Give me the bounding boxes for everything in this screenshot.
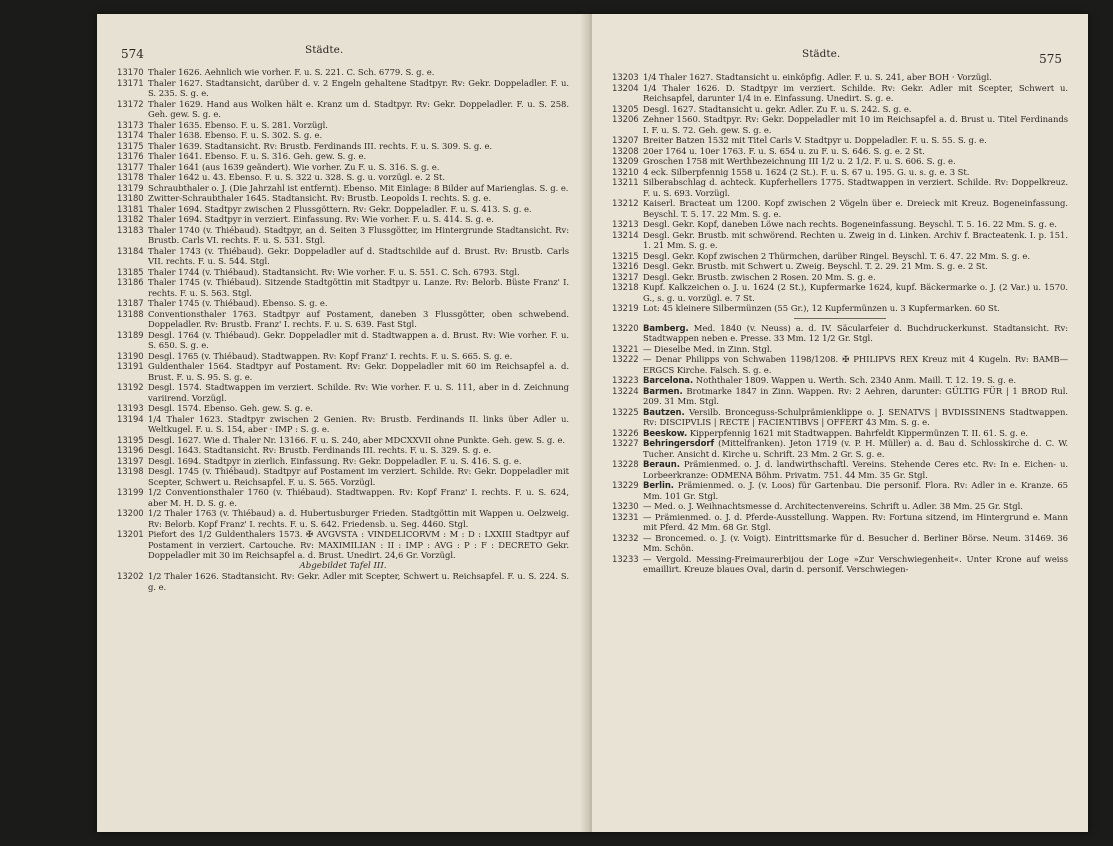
- catalogue-entry: [117, 277, 569, 298]
- lot-description: Zwitter-Schraubthaler 1645. Stadtansicht. Rv: Brustb. Leopolds I. rechts. S. g. e.: [148, 193, 491, 203]
- lot-description: Desgl. 1694. Stadtpyr in zierlich. Einfassung. Rv: Gekr. Doppeladler. F. u. S. 416. S. g. e.: [148, 455, 522, 466]
- catalogue-entry: [612, 459, 1068, 480]
- lot-number: 13171: [117, 77, 144, 88]
- lot-description: Desgl. 1574. Stadtwappen im verziert. Schilde. Rv: Wie vorher. F. u. S. 111, aber in d. Zeichnung variirend. Vorzügl.: [148, 382, 569, 403]
- catalogue-entry: [612, 272, 1068, 283]
- city-name: Berlin.: [643, 480, 674, 490]
- lot-number: 13205: [612, 103, 639, 114]
- catalogue-entries: [117, 67, 569, 592]
- catalogue-entry: [117, 456, 569, 467]
- lot-number: 13184: [117, 245, 144, 256]
- catalogue-entry: [612, 323, 1068, 344]
- lot-description: Desgl. Gekr. Brustb. mit schwörend. Rechten u. Zweig in d. Linken. Archiv f. Bracteatenk. I. p. 151. 1. 21 Mm. S. g. e.: [643, 229, 1068, 250]
- lot-description: Kipperpfennig 1621 mit Stadtwappen. Bahrfeldt Kippermünzen T. II. 61. S. g. e.: [689, 427, 1029, 438]
- lot-description: Thaler 1638. Ebenso. F. u. S. 302. S. g. e.: [148, 130, 323, 140]
- lot-description: Thaler 1745 (v. Thiébaud). Ebenso. S. g. e.: [148, 298, 328, 308]
- catalogue-entry: [612, 375, 1068, 386]
- lot-number: 13225: [612, 406, 639, 417]
- catalogue-entry: [117, 204, 569, 215]
- lot-description: Schraubthaler o. J. (Die Jahrzahl ist entfernt). Ebenso. Mit Einlage: 8 Bilder auf Marienglas. S. g. e.: [148, 182, 569, 193]
- city-name: Bamberg.: [643, 322, 689, 333]
- book-spread: [97, 14, 1088, 832]
- catalogue-entry: [117, 120, 569, 131]
- lot-number: 13195: [117, 434, 144, 445]
- lot-description: Thaler 1740 (v. Thiébaud). Stadtpyr, an d. Seiten 3 Flussgötter, im Hintergrunde Stadtansicht. Rv: Brustb. Carls VI. rechts. F. u. S. 531. Stgl.: [148, 224, 569, 245]
- lot-number: 13199: [117, 487, 144, 497]
- lot-description: Thaler 1745 (v. Thiébaud). Sitzende Stadtgöttin mit Stadtpyr u. Lanze. Rv: Belorb. Büste Franz' I. rechts. F. u. S. 563. Stgl.: [148, 277, 569, 298]
- catalogue-entry: [117, 351, 569, 362]
- lot-description: Desgl. Gekr. Kopf zwischen 2 Thürmchen, darüber Ringel. Beyschl. T. 6. 47. 22 Mm. S. g. e.: [643, 250, 1030, 261]
- lot-number: 13200: [117, 508, 144, 518]
- lot-description: Thaler 1744 (v. Thiébaud). Stadtansicht. Rv: Wie vorher. F. u. S. 551. C. Sch. 6793. Stgl.: [148, 266, 520, 277]
- lot-number: 13207: [612, 135, 639, 145]
- lot-description: Breiter Batzen 1532 mit Titel Carls V. Stadtpyr u. Doppeladler. F. u. S. 55. S. g. e.: [643, 135, 987, 145]
- catalogue-entry: [117, 183, 569, 194]
- lot-description: — Med. o. J. Weihnachtsmesse d. Architectenvereins. Schrift u. Adler. 38 Mm. 25 Gr. Stgl.: [643, 501, 1023, 511]
- lot-number: 13185: [117, 266, 144, 277]
- lot-number: 13198: [117, 466, 144, 476]
- catalogue-entry: [612, 146, 1068, 157]
- lot-description: Desgl. 1745 (v. Thiébaud). Stadtpyr auf Postament im verziert. Schilde. Rv: Gekr. Doppeladler mit Scepter, Schwert u. Reichsapfel. F. u. S. 565. Vorzügl.: [148, 466, 569, 487]
- right-page: [592, 14, 1088, 832]
- plate-reference: Abgebildet Tafel III.: [299, 560, 387, 571]
- catalogue-entry: [117, 487, 569, 508]
- catalogue-entry: [117, 172, 569, 183]
- catalogue-entry: [612, 230, 1068, 251]
- lot-description: Desgl. 1627. Stadtansicht u. gekr. Adler. Zu F. u. S. 242. S. g. e.: [643, 103, 912, 114]
- lot-description: Desgl. Gekr. Kopf, daneben Löwe nach rechts. Bogeneinfassung. Beyschl. T. 5. 16. 22 Mm. S. g. e.: [643, 219, 1057, 229]
- catalogue-entry: [612, 83, 1068, 104]
- catalogue-entry: [117, 67, 569, 78]
- lot-number: 13219: [612, 303, 639, 313]
- lot-description: Thaler 1641 (aus 1639 geändert). Wie vorher. Zu F. u. S. 316. S. g. e.: [148, 161, 440, 172]
- lot-number: 13228: [612, 459, 639, 469]
- catalogue-entry: [612, 480, 1068, 501]
- catalogue-entries: [612, 72, 1068, 575]
- lot-description: Conventionsthaler 1763. Stadtpyr auf Postament, daneben 3 Flussgötter, oben schwebend. Doppeladler. Rv: Brustb. Franz' I. rechts. F. u. S. 639. Fast Stgl.: [148, 308, 569, 329]
- lot-number: 13194: [117, 413, 144, 424]
- catalogue-entry: [612, 167, 1068, 178]
- lot-description: 4 eck. Silberpfennig 1558 u. 1624 (2 St.). F. u. S. 67 u. 195. G. u. s. g. e. 3 St.: [643, 166, 970, 177]
- catalogue-entry: [612, 177, 1068, 198]
- lot-description: Silberabschlag d. achteck. Kupferhellers 1775. Stadtwappen in verziert. Schilde. Rv: Doppelkreuz. F. u. S. 693. Vorzügl.: [643, 177, 1068, 198]
- catalogue-entry: [117, 403, 569, 414]
- city-name: Beraun.: [643, 459, 680, 469]
- catalogue-entry: [612, 354, 1068, 375]
- lot-number: 13230: [612, 501, 639, 511]
- lot-number: 13201: [117, 529, 144, 539]
- lot-description: Noththaler 1809. Wappen u. Werth. Sch. 2340 Anm. Maill. T. 12. 19. S. g. e.: [695, 375, 1016, 385]
- lot-number: 13224: [612, 385, 639, 396]
- lot-description: Lot: 45 kleinere Silbermünzen (55 Gr.), 12 Kupfermünzen u. 3 Kupfermarken. 60 St.: [643, 303, 1000, 313]
- catalogue-entry: [117, 414, 569, 435]
- lot-description: Groschen 1758 mit Werthbezeichnung III 1/2 u. 2 1/2. F. u. S. 606. S. g. e.: [643, 156, 956, 166]
- running-head: Städte.: [305, 44, 344, 56]
- lot-description: Thaler 1694. Stadtpyr in verziert. Einfassung. Rv: Wie vorher. F. u. S. 414. S. g. e.: [148, 214, 494, 224]
- catalogue-entry: [117, 162, 569, 173]
- catalogue-entry: [117, 298, 569, 309]
- lot-description: Guldenthaler 1564. Stadtpyr auf Postament. Rv: Gekr. Doppeladler mit 60 im Reichsapfel a. d. Brust. F. u. S. 95. S. g. e.: [148, 361, 569, 382]
- lot-number: 13226: [612, 427, 639, 438]
- lot-description: Desgl. 1574. Ebenso. Geh. gew. S. g. e.: [148, 403, 313, 413]
- catalogue-entry: [117, 382, 569, 403]
- lot-description: Prämienmed. o. J. (v. Loos) für Gartenbau. Die personif. Flora. Rv: Adler in e. Kranze. 65 Mm. 101 Gr. Stgl.: [643, 480, 1068, 501]
- lot-number: 13232: [612, 532, 639, 543]
- lot-description: Thaler 1627. Stadtansicht, darüber d. v. 2 Engeln gehaltene Stadtpyr. Rv: Gekr. Doppeladler. F. u. S. 235. S. g. e.: [148, 77, 569, 98]
- catalogue-entry: [612, 219, 1068, 230]
- catalogue-entry: [612, 344, 1068, 355]
- catalogue-entry: [612, 554, 1068, 575]
- lot-number: 13214: [612, 229, 639, 240]
- catalogue-entry: [117, 508, 569, 529]
- catalogue-entry: [612, 282, 1068, 303]
- lot-description: Desgl. 1764 (v. Thiébaud). Gekr. Doppeladler mit d. Stadtwappen a. d. Brust. Rv: Wie vorher. F. u. S. 650. S. g. e.: [148, 329, 569, 350]
- catalogue-entry: [117, 151, 569, 162]
- lot-number: 13203: [612, 72, 639, 82]
- lot-description: Kaiserl. Bracteat um 1200. Kopf zwischen 2 Vögeln über e. Dreieck mit Kreuz. Bogeneinfassung. Beyschl. T. 5. 17. 22 Mm. S. g. e.: [643, 198, 1068, 219]
- lot-number: 13193: [117, 403, 144, 413]
- lot-number: 13231: [612, 511, 639, 522]
- catalogue-entry: [612, 251, 1068, 262]
- lot-description: 1/2 Thaler 1763 (v. Thiébaud) a. d. Hubertusburger Frieden. Stadtgöttin mit Wappen u. Oelzweig. Rv: Belorb. Kopf Franz' I. rechts. F. u. S. 642. Friedensb. u. Seg. 4460. Stgl.: [148, 508, 569, 529]
- city-name: Behringersdorf: [643, 438, 715, 448]
- lot-description: Prämienmed. o. J. d. landwirthschaftl. Vereins. Stehende Ceres etc. Rv: In e. Eichen- u. Lorbeerkranze: ODMENA Böhm. Privatm. 751. 44 Mm. 35 Gr. Stgl.: [643, 459, 1069, 480]
- lot-number: 13188: [117, 308, 144, 319]
- lot-number: 13229: [612, 480, 639, 490]
- lot-description: Desgl. 1643. Stadtansicht. Rv: Brustb. Ferdinands III. rechts. F. u. S. 329. S. g. e.: [148, 445, 492, 455]
- lot-number: 13209: [612, 156, 639, 166]
- catalogue-entry: [612, 261, 1068, 272]
- catalogue-entry: [612, 386, 1068, 407]
- lot-number: 13174: [117, 130, 144, 140]
- lot-description: Thaler 1639. Stadtansicht. Rv: Brustb. Ferdinands III. rechts. F. u. S. 309. S. g. e.: [148, 140, 493, 151]
- lot-description: Thaler 1694. Stadtpyr zwischen 2 Flussgöttern. Rv: Gekr. Doppeladler. F. u. S. 413. S. g. e.: [148, 203, 532, 214]
- catalogue-entry: [612, 114, 1068, 135]
- lot-description: Med. 1840 (v. Neuss) a. d. IV. Säcularfeier d. Buchdruckerkunst. Stadtansicht. Rv: Stadtwappen neben e. Presse. 33 Mm. 12 1/2 Gr. Stgl.: [643, 322, 1068, 343]
- lot-number: 13213: [612, 219, 639, 229]
- lot-number: 13222: [612, 354, 639, 364]
- catalogue-entry: [117, 330, 569, 351]
- lot-number: 13220: [612, 322, 639, 333]
- catalogue-entry: [117, 193, 569, 204]
- catalogue-entry: [117, 99, 569, 120]
- lot-number: 13175: [117, 140, 144, 151]
- catalogue-entry: [117, 267, 569, 278]
- catalogue-entry: [117, 225, 569, 246]
- catalogue-entry: [117, 246, 569, 267]
- lot-number: 13178: [117, 172, 144, 182]
- lot-number: 13211: [612, 177, 639, 187]
- lot-number: 13192: [117, 382, 144, 392]
- lot-number: 13218: [612, 282, 639, 292]
- lot-number: 13183: [117, 224, 144, 235]
- lot-number: 13208: [612, 145, 639, 156]
- left-page: [97, 14, 588, 832]
- lot-description: Desgl. 1627. Wie d. Thaler Nr. 13166. F. u. S. 240, aber MDCXXVII ohne Punkte. Geh. gew. S. g. e.: [148, 434, 566, 445]
- page-number: 574: [121, 47, 144, 61]
- lot-number: 13210: [612, 166, 639, 177]
- city-name: Beeskow.: [643, 427, 688, 438]
- catalogue-entry: [612, 156, 1068, 167]
- lot-number: 13190: [117, 350, 144, 361]
- lot-number: 13212: [612, 198, 639, 208]
- catalogue-entry: [117, 309, 569, 330]
- lot-description: 1/2 Thaler 1626. Stadtansicht. Rv: Gekr. Adler mit Scepter, Schwert u. Reichsapfel. F. u. S. 224. S. g. e.: [148, 571, 569, 592]
- lot-number: 13227: [612, 438, 639, 448]
- lot-number: 13204: [612, 82, 639, 93]
- lot-description: 1/2 Conventionsthaler 1760 (v. Thiébaud). Stadtwappen. Rv: Kopf Franz' I. rechts. F. u. S. 624, aber M. H. D. S. g. e.: [148, 487, 569, 508]
- catalogue-entry: [117, 466, 569, 487]
- lot-number: 13217: [612, 271, 639, 282]
- lot-description: Thaler 1629. Hand aus Wolken hält e. Kranz um d. Stadtpyr. Rv: Gekr. Doppeladler. F. u. S. 258. Geh. gew. S. g. e.: [148, 98, 569, 119]
- city-name: Bautzen.: [643, 406, 685, 417]
- catalogue-entry: [612, 512, 1068, 533]
- lot-description: Versilb. Broncеguss-Schulprämienklippe o. J. SENATVS | BVDISSINENS Stadtwappen. Rv: DISCIPVLIS | RECTE | FACIENTIBVS | OFFERT 43 Mm. S. g. e.: [643, 406, 1068, 427]
- catalogue-entry: [117, 78, 569, 99]
- lot-number: 13180: [117, 193, 144, 203]
- running-head: Städte.: [802, 48, 841, 60]
- lot-description: — Vergold. Messing-Freimaurerbijou der Loge »Zur Verschwiegenheit«. Unter Krone auf weiss emaillirt. Kreuze blaues Oval, darin d. personif. Verschwiegen-: [643, 553, 1068, 574]
- catalogue-entry: [117, 130, 569, 141]
- lot-number: 13215: [612, 250, 639, 261]
- lot-number: 13172: [117, 98, 144, 109]
- lot-number: 13189: [117, 329, 144, 340]
- lot-number: 13216: [612, 261, 639, 271]
- lot-description: Thaler 1635. Ebenso. F. u. S. 281. Vorzügl.: [148, 119, 328, 130]
- lot-number: 13170: [117, 67, 144, 77]
- lot-description: Desgl. 1765 (v. Thiébaud). Stadtwappen. Rv: Kopf Franz' I. rechts. F. u. S. 665. S. g. e.: [148, 350, 513, 361]
- catalogue-entry: [117, 529, 569, 561]
- lot-description: Brotmarke 1847 in Zinn. Wappen. Rv: 2 Aehren, darunter: GÜLTIG FÜR | 1 BROD Rul. 209. 31 Mm. Stgl.: [643, 385, 1068, 406]
- lot-number: 13196: [117, 445, 144, 455]
- catalogue-entry: [117, 214, 569, 225]
- lot-number: 13187: [117, 298, 144, 308]
- catalogue-entry: [612, 407, 1068, 428]
- lot-description: Thaler 1626. Aehnlich wie vorher. F. u. S. 221. C. Sch. 6779. S. g. e.: [148, 67, 435, 77]
- catalogue-entry: [612, 438, 1068, 459]
- lot-description: Desgl. Gekr. Brustb. zwischen 2 Rosen. 20 Mm. S. g. e.: [643, 271, 876, 282]
- lot-number: 13186: [117, 277, 144, 287]
- city-name: Barcelona.: [643, 375, 694, 385]
- catalogue-entry: [117, 435, 569, 446]
- lot-description: Thaler 1641. Ebenso. F. u. S. 316. Geh. gew. S. g. e.: [148, 151, 367, 161]
- lot-description: 1/4 Thaler 1623. Stadtpyr zwischen 2 Genien. Rv: Brustb. Ferdinands II. links über Adler u. Weltkugel. F. u. S. 154, aber · IMP : S. g. e.: [148, 413, 569, 434]
- lot-description: Thaler 1743 (v. Thiébaud). Gekr. Doppeladler auf d. Stadtschilde auf d. Brust. Rv: Brustb. Carls VII. rechts. F. u. S. 544. Stgl.: [148, 245, 569, 266]
- lot-number: 13206: [612, 114, 639, 124]
- lot-number: 13176: [117, 151, 144, 161]
- lot-number: 13197: [117, 455, 144, 466]
- catalogue-entry: [117, 361, 569, 382]
- lot-number: 13191: [117, 361, 144, 371]
- lot-description: 1/4 Thaler 1627. Stadtansicht u. einköpfig. Adler. F. u. S. 241, aber BOH · Vorzügl.: [643, 72, 992, 82]
- lot-number: 13177: [117, 161, 144, 172]
- lot-number: 13173: [117, 119, 144, 130]
- lot-description: — Dieselbe Med. in Zinn. Stgl.: [643, 343, 773, 354]
- lot-number: 13233: [612, 553, 639, 564]
- catalogue-entry: [117, 571, 569, 592]
- catalogue-entry: [612, 72, 1068, 83]
- catalogue-entry: [612, 135, 1068, 146]
- lot-description: 1/4 Thaler 1626. D. Stadtpyr im verziert. Schilde. Rv: Gekr. Adler mit Scepter, Schwert u. Reichsapfel, darunter 1/4 in e. Einfassung. Unedirt. S. g. e.: [643, 82, 1068, 103]
- catalogue-entry: [612, 533, 1068, 554]
- catalogue-entry: [117, 445, 569, 456]
- lot-description: Kupf. Kalkzeichen o. J. u. 1624 (2 St.), Kupfermarke 1624, kupf. Bäckermarke o. J. (2 Var.) u. 1570. G., s. g. u. vorzügl. e. 7 St.: [643, 282, 1068, 303]
- catalogue-entry: [612, 303, 1068, 314]
- catalogue-entry: [612, 428, 1068, 439]
- lot-description: (Mittelfranken). Jeton 1719 (v. P. H. Müller) a. d. Bau d. Schlosskirche d. C. W. Tucher. Ansicht d. Kirche u. Schrift. 23 Mm. 2 Gr. S. g. e.: [643, 438, 1069, 459]
- lot-description: Desgl. Gekr. Brustb. mit Schwert u. Zweig. Beyschl. T. 2. 29. 21 Mm. S. g. e. 2 St.: [643, 261, 988, 271]
- lot-description: — Broncemed. o. J. (v. Voigt). Eintrittsmarke für d. Besucher d. Berliner Börse. Neum. 31469. 36 Mm. Schön.: [643, 532, 1068, 553]
- lot-description: — Denar Philipps von Schwaben 1198/1208. ✠ PHILIPVS REX Kreuz mit 4 Kugeln. Rv: BAMB—ERGCS Kirche. Falsch. S. g. e.: [643, 354, 1068, 375]
- lot-number: 13221: [612, 343, 639, 354]
- section-divider: [794, 318, 886, 319]
- lot-number: 13202: [117, 571, 144, 581]
- lot-number: 13223: [612, 375, 639, 385]
- lot-description: 20er 1764 u. 10er 1763. F. u. S. 654 u. zu F. u. S. 646. S. g. e. 2 St.: [643, 145, 925, 156]
- city-name: Barmen.: [643, 385, 683, 396]
- lot-number: 13181: [117, 203, 144, 214]
- lot-number: 13182: [117, 214, 144, 224]
- page-number: 575: [1039, 52, 1062, 66]
- catalogue-entry: [612, 104, 1068, 115]
- catalogue-entry: [612, 198, 1068, 219]
- lot-description: Zehner 1560. Stadtpyr. Rv: Gekr. Doppeladler mit 10 im Reichsapfel a. d. Brust u. Titel Ferdinands I. F. u. S. 72. Geh. gew. S. g. e.: [643, 114, 1068, 135]
- lot-number: 13179: [117, 182, 144, 193]
- catalogue-entry: [117, 141, 569, 152]
- lot-description: Piefort des 1/2 Guldenthalers 1573. ✠ AVGVSTA : VINDELICORVM : M : D : LXXIII Stadtpyr auf Postament in verziert. Cartouche. Rv: MAXIMILIAN : II : IMP : AVG : P : F : DECRETO Gekr. Doppeladler mit 30 im Reichsapfel a. d. Brust. Unedirt. 24,6 Gr. Vorzügl.: [148, 529, 569, 560]
- lot-description: — Prämienmed. o. J. d. Pferde-Ausstellung. Wappen. Rv: Fortuna sitzend, im Hintergrund e. Mann mit Pferd. 42 Mm. 68 Gr. Stgl.: [643, 511, 1068, 532]
- lot-description: Thaler 1642 u. 43. Ebenso. F. u. S. 322 u. 328. S. g. u. vorzügl. e. 2 St.: [148, 172, 445, 182]
- catalogue-entry: [612, 501, 1068, 512]
